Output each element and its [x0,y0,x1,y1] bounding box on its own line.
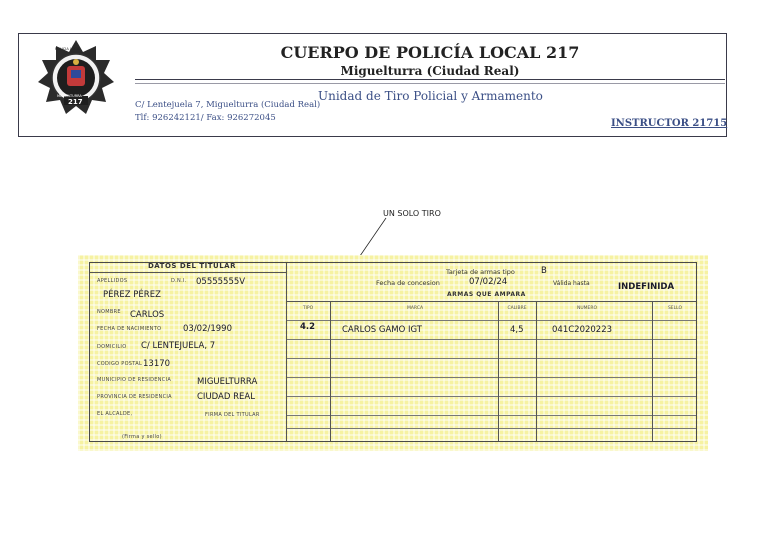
label-apellidos: APELLIDOS [97,278,128,284]
label-municipio: MUNICIPIO DE RESIDENCIA [97,377,172,383]
table-row-line [287,358,696,359]
address-line: C/ Lentejuela 7, Miguelturra (Ciudad Real) [135,100,321,110]
table-top-line [287,301,696,302]
value-apellidos: PÉREZ PÉREZ [103,290,161,300]
label-valida-hasta: Válida hasta [553,280,590,287]
value-nombre: CARLOS [130,310,165,320]
label-domicilio: DOMICILIO [97,344,127,350]
page-subtitle: Miguelturra (Ciudad Real) [340,64,520,78]
table-col-line [330,301,331,441]
page-title: CUERPO DE POLICÍA LOCAL 217 [280,43,580,62]
table-col-line [652,301,653,441]
value-municipio: MIGUELTURRA [197,377,258,387]
table-row-line [287,415,696,416]
card-frame [89,262,697,442]
table-row-line [287,377,696,378]
label-fecha-nacimiento: FECHA DE NACIMIENTO [97,326,162,332]
col-header-marca: MARCA [406,306,424,311]
col-header-numero: NUMERO [576,306,598,311]
phone-fax-line: Tlf: 926242121/ Fax: 926272045 [135,113,276,123]
holder-data-heading: DATOS DEL TITULAR [148,262,236,270]
table-row-line [287,339,696,340]
table-row-line [287,428,696,429]
label-dni: D.N.I. [171,278,187,284]
label-fecha-concesion: Fecha de concesion [376,279,440,287]
annotation-label: UN SOLO TIRO [383,209,441,218]
label-provincia: PROVINCIA DE RESIDENCIA [97,394,172,400]
letterhead-rule [135,79,725,80]
label-alcalde: EL ALCALDE, [97,411,133,417]
table-row-line [287,396,696,397]
value-provincia: CIUDAD REAL [197,392,255,402]
badge-text-bottom: MIGUELTURRA [57,94,82,98]
badge-number: 217 [68,98,83,106]
table-col-line [536,301,537,441]
value-fecha-nacimiento: 03/02/1990 [183,324,232,334]
weapon-marca: CARLOS GAMO IGT [342,325,422,335]
table-col-line [498,301,499,441]
badge-text-top: POLICIA LOCAL [55,47,82,51]
weapon-calibre: 4,5 [510,325,524,335]
table-row-line [287,320,696,321]
instructor-id: INSTRUCTOR 21715 [611,118,728,129]
value-dni: 05555555V [196,277,246,287]
value-valida-hasta: INDEFINIDA [618,282,675,292]
value-domicilio: C/ LENTEJUELA, 7 [141,341,216,351]
left-heading-line [90,272,286,273]
col-header-sello: SELLO [667,306,683,311]
weapon-tipo: 4.2 [300,322,316,332]
unit-name: Unidad de Tiro Policial y Armamento [318,89,543,103]
value-fecha-concesion: 07/02/24 [469,277,508,287]
col-header-calibre: CALIBRE [507,306,527,311]
weapons-heading: ARMAS QUE AMPARA [447,291,526,298]
weapon-numero: 041C2020223 [552,325,613,335]
label-firma-sello: (Firma y sello) [122,434,162,440]
label-nombre: NOMBRE [97,309,121,315]
label-tarjeta-tipo: Tarjeta de armas tipo [446,268,515,276]
col-header-tipo: TIPO [302,306,314,311]
label-firma-titular: FIRMA DEL TITULAR [205,412,260,418]
value-tarjeta-tipo: B [541,266,547,276]
address-block [135,99,320,125]
label-codigo-postal: CODIGO POSTAL [97,361,143,367]
value-codigo-postal: 13170 [143,359,171,369]
letterhead-rule-thin [135,83,725,84]
